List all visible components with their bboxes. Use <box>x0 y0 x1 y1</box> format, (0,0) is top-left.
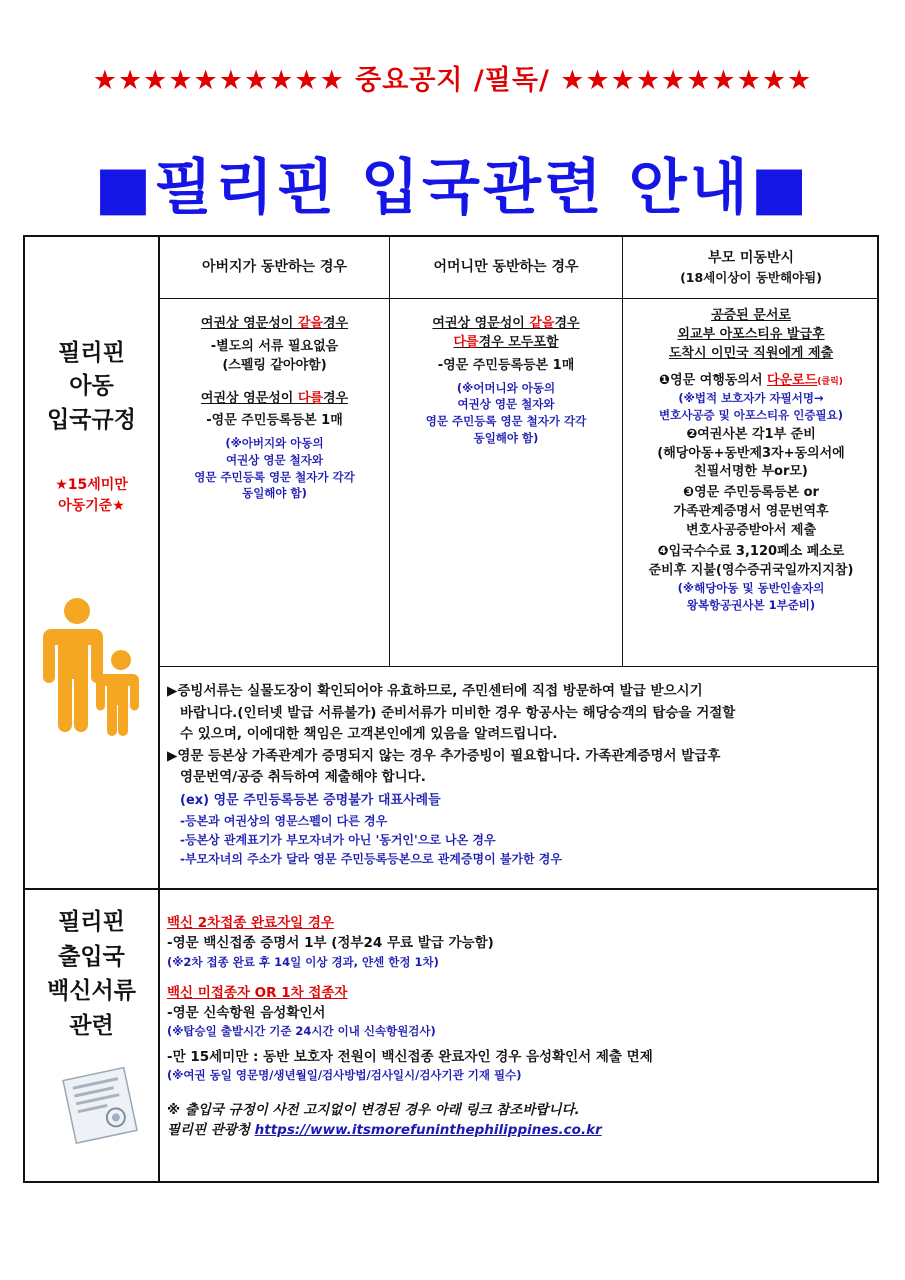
document-notice: ▶증빙서류는 실물도장이 확인되어야 유효하므로, 주민센터에 직접 방문하여 발급 받으시기 바랍니다.(인터넷 발급 서류불가) 준비서류가 미비한 경우 항공사는 해당승객의 탑승을 거절할 수 있으며, 이에대한 책임은 고객본인에게 있음을 알려드립니다. ▶영문 등본상 가족관계가 증명되지 않는 경우 추가증빙이 필요합니다. 가족관계증명서 발급후 영문번역/공증 취득하여 제출해야 합니다. (ex) 영문 주민등록등본 증명불가 대표사례들 -등본과 여권상의 영문스펠이 다른 경우 -등본상 관계표기가 부모자녀가 아닌 '동거인'으로 나온 경우 -부모자녀의 주소가 달라 영문 주민등록등본으로 관계증명이 불가한 경우 <box>167 683 736 867</box>
certificate-document-icon <box>45 1065 158 1149</box>
father-column: 여권상 영문성이 같을경우 -별도의 서류 필요없음 (스펠링 같아야함) 여권상 영문성이 다를경우 -영문 주민등록등본 1매 (※아버지와 아동의 여권상 영문 철자와 영문 주민등록 영문 철자가 각각 동일해야 함) <box>194 316 355 501</box>
header-mother: 어머니만 동반하는 경우 <box>433 258 579 275</box>
page-title: ■필리핀 입국관련 안내■ <box>94 153 811 223</box>
tourism-website-link[interactable]: https://www.itsmorefuninthephilippines.co.kr <box>254 1122 602 1139</box>
header-no-parent: 부모 미동반시 (18세이상이 동반해야됨) <box>680 249 822 285</box>
age-criteria-note: ★15세미만 아동기준★ <box>55 477 128 515</box>
vaccine-requirements: 백신 2차접종 완료자일 경우 -영문 백신접종 증명서 1부 (정부24 무료 발급 가능함) (※2차 접종 완료 후 14일 이상 경과, 얀센 한정 1차) 백신 미접종자 OR 1차 접종자 -영문 신속항원 음성확인서 (※탑승일 출발시간 기준 24시간 이내 신속항원검사) -만 15세미만 : 동반 보호자 전원이 백신접종 완료자인 경우 음성확인서 제출 면제 (※여권 동일 영문명/생년월일/검사방법/검사일시/검사기관 기재 필수) ※ 출입국 규정이 사전 고지없이 변경된 경우 아래 링크 참조바랍니다. 필리핀 관광청 https://www.itsmorefuninthephilippines.co.kr <box>167 915 653 1139</box>
info-table <box>23 235 879 1183</box>
consent-form-download-link[interactable]: 다운로드 <box>767 372 818 388</box>
section-child-entry-label: 필리핀 아동 입국규정 ★15세미만 아동기준★ <box>25 337 158 741</box>
no-parent-column: 공증된 문서로 외교부 아포스티유 발급후 도착시 이민국 직원에게 제출 ❶영문 여행동의서 다운로드(클릭) (※법적 보호자가 자필서명→ 변호사공증 및 아포스티유 인증필요) ❷여권사본 각1부 준비 (해당아동+동반제3자+동의서에 친필서명한 부or모) ❸영문 주민등록등본 or 가족관계증명서 영문번역후 변호사공증받아서 제출 ❹입국수수료 3,120페소 페소로 준비후 지불(영수증귀국일까지지참) (※해당아동 및 동반인솔자의 왕복항공권사본 1부준비) <box>648 308 854 613</box>
parent-child-icon <box>25 597 158 741</box>
mother-column: 여권상 영문성이 같을경우 다를경우 모두포함 -영문 주민등록등본 1매 (※어머니와 아동의 여권상 영문 철자와 영문 주민등록 영문 철자가 각각 동일해야 함) <box>425 316 587 445</box>
section-vaccine-label: 필리핀 출입국 백신서류 관련 <box>25 905 158 1149</box>
notice-banner: ★★★★★★★★★★ 중요공지 /필독/ ★★★★★★★★★★ <box>92 65 813 96</box>
header-father: 아버지가 동반하는 경우 <box>202 258 347 275</box>
